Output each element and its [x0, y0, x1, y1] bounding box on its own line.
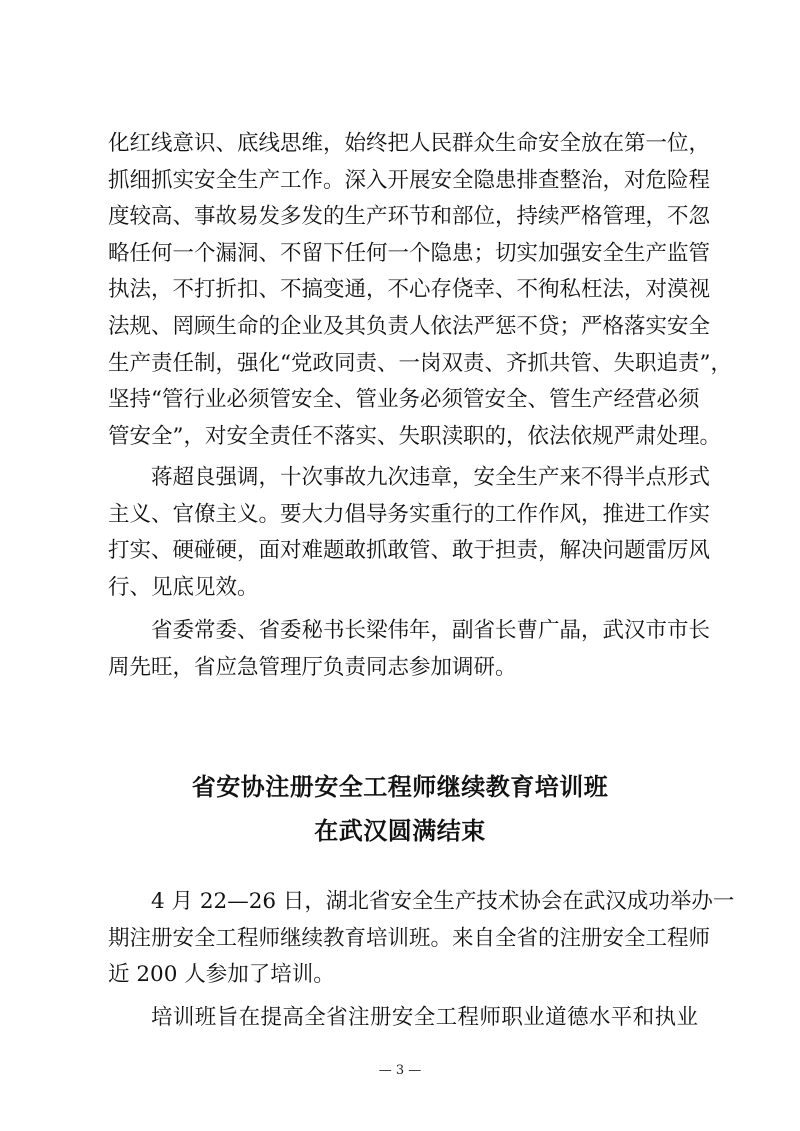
- text-line: 周先旺，省应急管理厅负责同志参加调研。: [108, 654, 517, 680]
- text-line: 近 200 人参加了培训。: [108, 962, 335, 988]
- text-line: 度较高、事故易发多发的生产环节和部位，持续严格管理，不忽: [108, 204, 711, 230]
- text-line: 培训班旨在提高全省注册安全工程师职业道德水平和执业: [151, 1005, 698, 1030]
- text-line: 执法，不打折扣、不搞变通，不心存侥幸、不徇私枉法，对漠视: [108, 277, 711, 303]
- text-line: 生产责任制，强化“党政同责、一岗双责、齐抓共管、失职追责”，: [108, 350, 732, 376]
- text-line: 主义、官僚主义。要大力倡导务实重行的工作作风，推进工作实: [108, 501, 711, 527]
- title-line-1: 省安协注册安全工程师继续教育培训班: [191, 773, 609, 801]
- text-line: 省委常委、省委秘书长梁伟年，副省长曹广晶，武汉市市长: [151, 618, 711, 643]
- text-line: 行、见底见效。: [108, 574, 259, 600]
- text-line: 抓细抓实安全生产工作。深入开展安全隐患排查整治，对危险程: [108, 167, 711, 193]
- text-line: 期注册安全工程师继续教育培训班。来自全省的注册安全工程师: [108, 925, 711, 951]
- text-line: 蒋超良强调，十次事故九次违章，安全生产来不得半点形式: [151, 465, 711, 490]
- article2-title: [0, 768, 800, 850]
- text-line: 4 月 22—26 日，湖北省安全生产技术协会在武汉成功举办一: [151, 889, 735, 914]
- text-line: 打实、硬碰硬，面对难题敢抓敢管、敢于担责，解决问题雷厉风: [108, 538, 711, 564]
- text-line: 管安全”，对安全责任不落实、失职渎职的，依法依规严肃处理。: [108, 423, 721, 449]
- text-line: 化红线意识、底线思维，始终把人民群众生命安全放在第一位，: [108, 131, 711, 156]
- text-line: 坚持“管行业必须管安全、管业务必须管安全、管生产经营必须: [108, 387, 700, 413]
- article1-paragraph-1: [108, 126, 732, 455]
- article2-paragraph-2: [108, 1000, 698, 1037]
- article1-paragraph-3: [108, 613, 711, 686]
- article1-paragraph-2: [108, 460, 711, 606]
- title-line-2: 在武汉圆满结束: [314, 817, 486, 845]
- page-number: — 3 —: [378, 1063, 422, 1078]
- text-line: 略任何一个漏洞、不留下任何一个隐患；切实加强安全生产监管: [108, 240, 711, 266]
- text-line: 法规、罔顾生命的企业及其负责人依法严惩不贷；严格落实安全: [108, 313, 711, 339]
- article2-paragraph-1: [108, 884, 735, 994]
